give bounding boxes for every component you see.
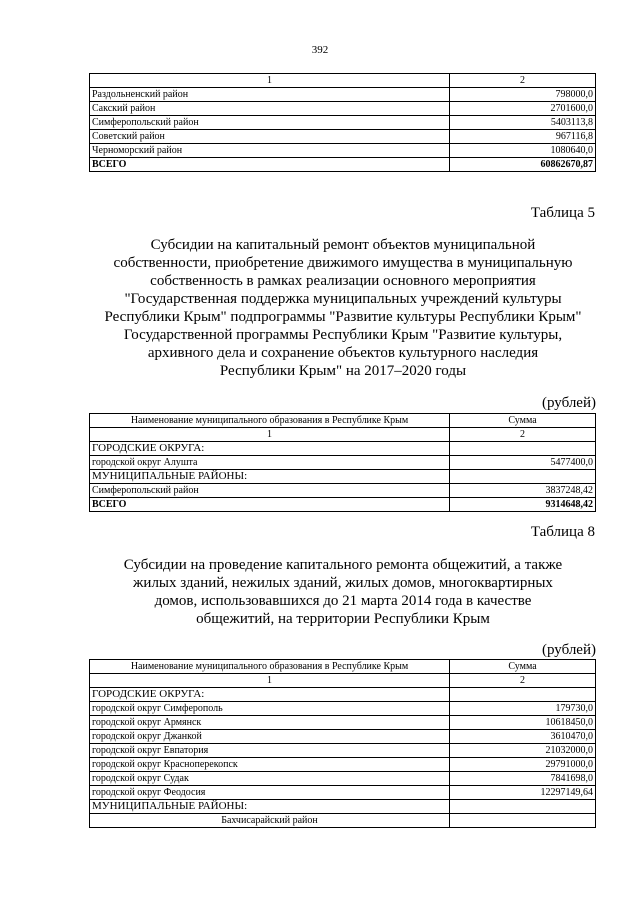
title-line: собственности, приобретение движимого имущества в муниципальную [113, 255, 573, 271]
municipality-name: городской округ Симферополь [90, 702, 450, 716]
amount: 5477400,0 [450, 456, 596, 470]
table-5-title [90, 236, 596, 380]
section-title: ГОРОДСКИЕ ОКРУГА: [90, 442, 450, 456]
title-line: Субсидии на капитальный ремонт объектов муниципальной [150, 237, 536, 253]
empty-cell [450, 688, 596, 702]
table-row [90, 772, 596, 786]
title-line: общежитий, на территории Республики Крым [196, 611, 490, 627]
table-row [90, 758, 596, 772]
column-number-1: 1 [90, 428, 450, 442]
amount: 21032000,0 [450, 744, 596, 758]
header-row [90, 414, 596, 428]
amount: 3610470,0 [450, 730, 596, 744]
amount: 12297149,64 [450, 786, 596, 800]
column-numbers-row [90, 428, 596, 442]
municipality-name: городской округ Армянск [90, 716, 450, 730]
title-line: Республики Крым" подпрограммы "Развитие культуры Республики Крым" [104, 309, 582, 325]
section-title: ГОРОДСКИЕ ОКРУГА: [90, 688, 450, 702]
amount: 3837248,42 [450, 484, 596, 498]
empty-cell [450, 800, 596, 814]
amount: 179730,0 [450, 702, 596, 716]
table-row [90, 456, 596, 470]
title-line: жилых зданий, нежилых зданий, жилых домов, многоквартирных [133, 575, 553, 591]
table-row [90, 716, 596, 730]
table-continuation [89, 73, 596, 172]
column-number-2: 2 [450, 428, 596, 442]
page-number: 392 [311, 44, 329, 56]
column-number-1: 1 [90, 74, 450, 88]
municipality-name: городской округ Джанкой [90, 730, 450, 744]
table-row [90, 730, 596, 744]
column-number-2: 2 [450, 74, 596, 88]
table-row [90, 484, 596, 498]
amount: 10618450,0 [450, 716, 596, 730]
title-line: домов, использовавшихся до 21 марта 2014 года в качестве [154, 593, 532, 609]
title-line: Республики Крым" на 2017–2020 годы [219, 363, 467, 379]
municipality-name: городской округ Судак [90, 772, 450, 786]
municipality-name: Бахчисарайский район [90, 814, 450, 828]
district-name: Советский район [90, 130, 450, 144]
section-title: МУНИЦИПАЛЬНЫЕ РАЙОНЫ: [90, 470, 450, 484]
section-row [90, 470, 596, 484]
title-line: Государственной программы Республики Крым "Развитие культуры, [123, 327, 563, 343]
table-row [90, 786, 596, 800]
title-line: Субсидии на проведение капитального ремонта общежитий, а также [123, 557, 563, 573]
total-amount: 9314648,42 [450, 498, 596, 512]
table-5-label: Таблица 5 [530, 205, 595, 221]
total-row [90, 498, 596, 512]
column-header-sum: Сумма [450, 660, 596, 674]
column-number-1: 1 [90, 674, 450, 688]
table-row [90, 130, 596, 144]
amount: 1080640,0 [450, 144, 596, 158]
amount: 798000,0 [450, 88, 596, 102]
total-amount: 60862670,87 [450, 158, 596, 172]
header-row [90, 660, 596, 674]
district-name: Раздольненский район [90, 88, 450, 102]
column-numbers-row [90, 74, 596, 88]
table-row [90, 144, 596, 158]
table-row [90, 702, 596, 716]
municipality-name: городской округ Евпатория [90, 744, 450, 758]
table-5 [89, 413, 596, 512]
title-line: "Государственная поддержка муниципальных учреждений культуры [124, 291, 562, 307]
column-header-name: Наименование муниципального образования в Республике Крым [90, 414, 450, 428]
units-label: (рублей) [541, 642, 596, 658]
section-row [90, 442, 596, 456]
units-label: (рублей) [541, 395, 596, 411]
amount [450, 814, 596, 828]
table-row [90, 88, 596, 102]
column-numbers-row [90, 674, 596, 688]
title-line: архивного дела и сохранение объектов культурного наследия [147, 345, 539, 361]
district-name: Сакский район [90, 102, 450, 116]
amount: 967116,8 [450, 130, 596, 144]
district-name: Симферопольский район [90, 116, 450, 130]
amount: 2701600,0 [450, 102, 596, 116]
municipality-name: городской округ Феодосия [90, 786, 450, 800]
table-8-label: Таблица 8 [530, 524, 595, 540]
table-8 [89, 659, 596, 828]
section-row [90, 800, 596, 814]
empty-cell [450, 470, 596, 484]
total-row [90, 158, 596, 172]
total-label: ВСЕГО [90, 158, 450, 172]
section-row [90, 688, 596, 702]
column-header-name: Наименование муниципального образования в Республике Крым [90, 660, 450, 674]
table-row [90, 102, 596, 116]
amount: 7841698,0 [450, 772, 596, 786]
table-row [90, 116, 596, 130]
table-row [90, 814, 596, 828]
amount: 29791000,0 [450, 758, 596, 772]
title-line: собственность в рамках реализации основного мероприятия [150, 273, 536, 289]
total-label: ВСЕГО [90, 498, 450, 512]
section-title: МУНИЦИПАЛЬНЫЕ РАЙОНЫ: [90, 800, 450, 814]
table-row [90, 744, 596, 758]
table-8-title [90, 556, 596, 628]
municipality-name: городской округ Красноперекопск [90, 758, 450, 772]
empty-cell [450, 442, 596, 456]
municipality-name: городской округ Алушта [90, 456, 450, 470]
column-number-2: 2 [450, 674, 596, 688]
district-name: Черноморский район [90, 144, 450, 158]
column-header-sum: Сумма [450, 414, 596, 428]
amount: 5403113,8 [450, 116, 596, 130]
municipality-name: Симферопольский район [90, 484, 450, 498]
